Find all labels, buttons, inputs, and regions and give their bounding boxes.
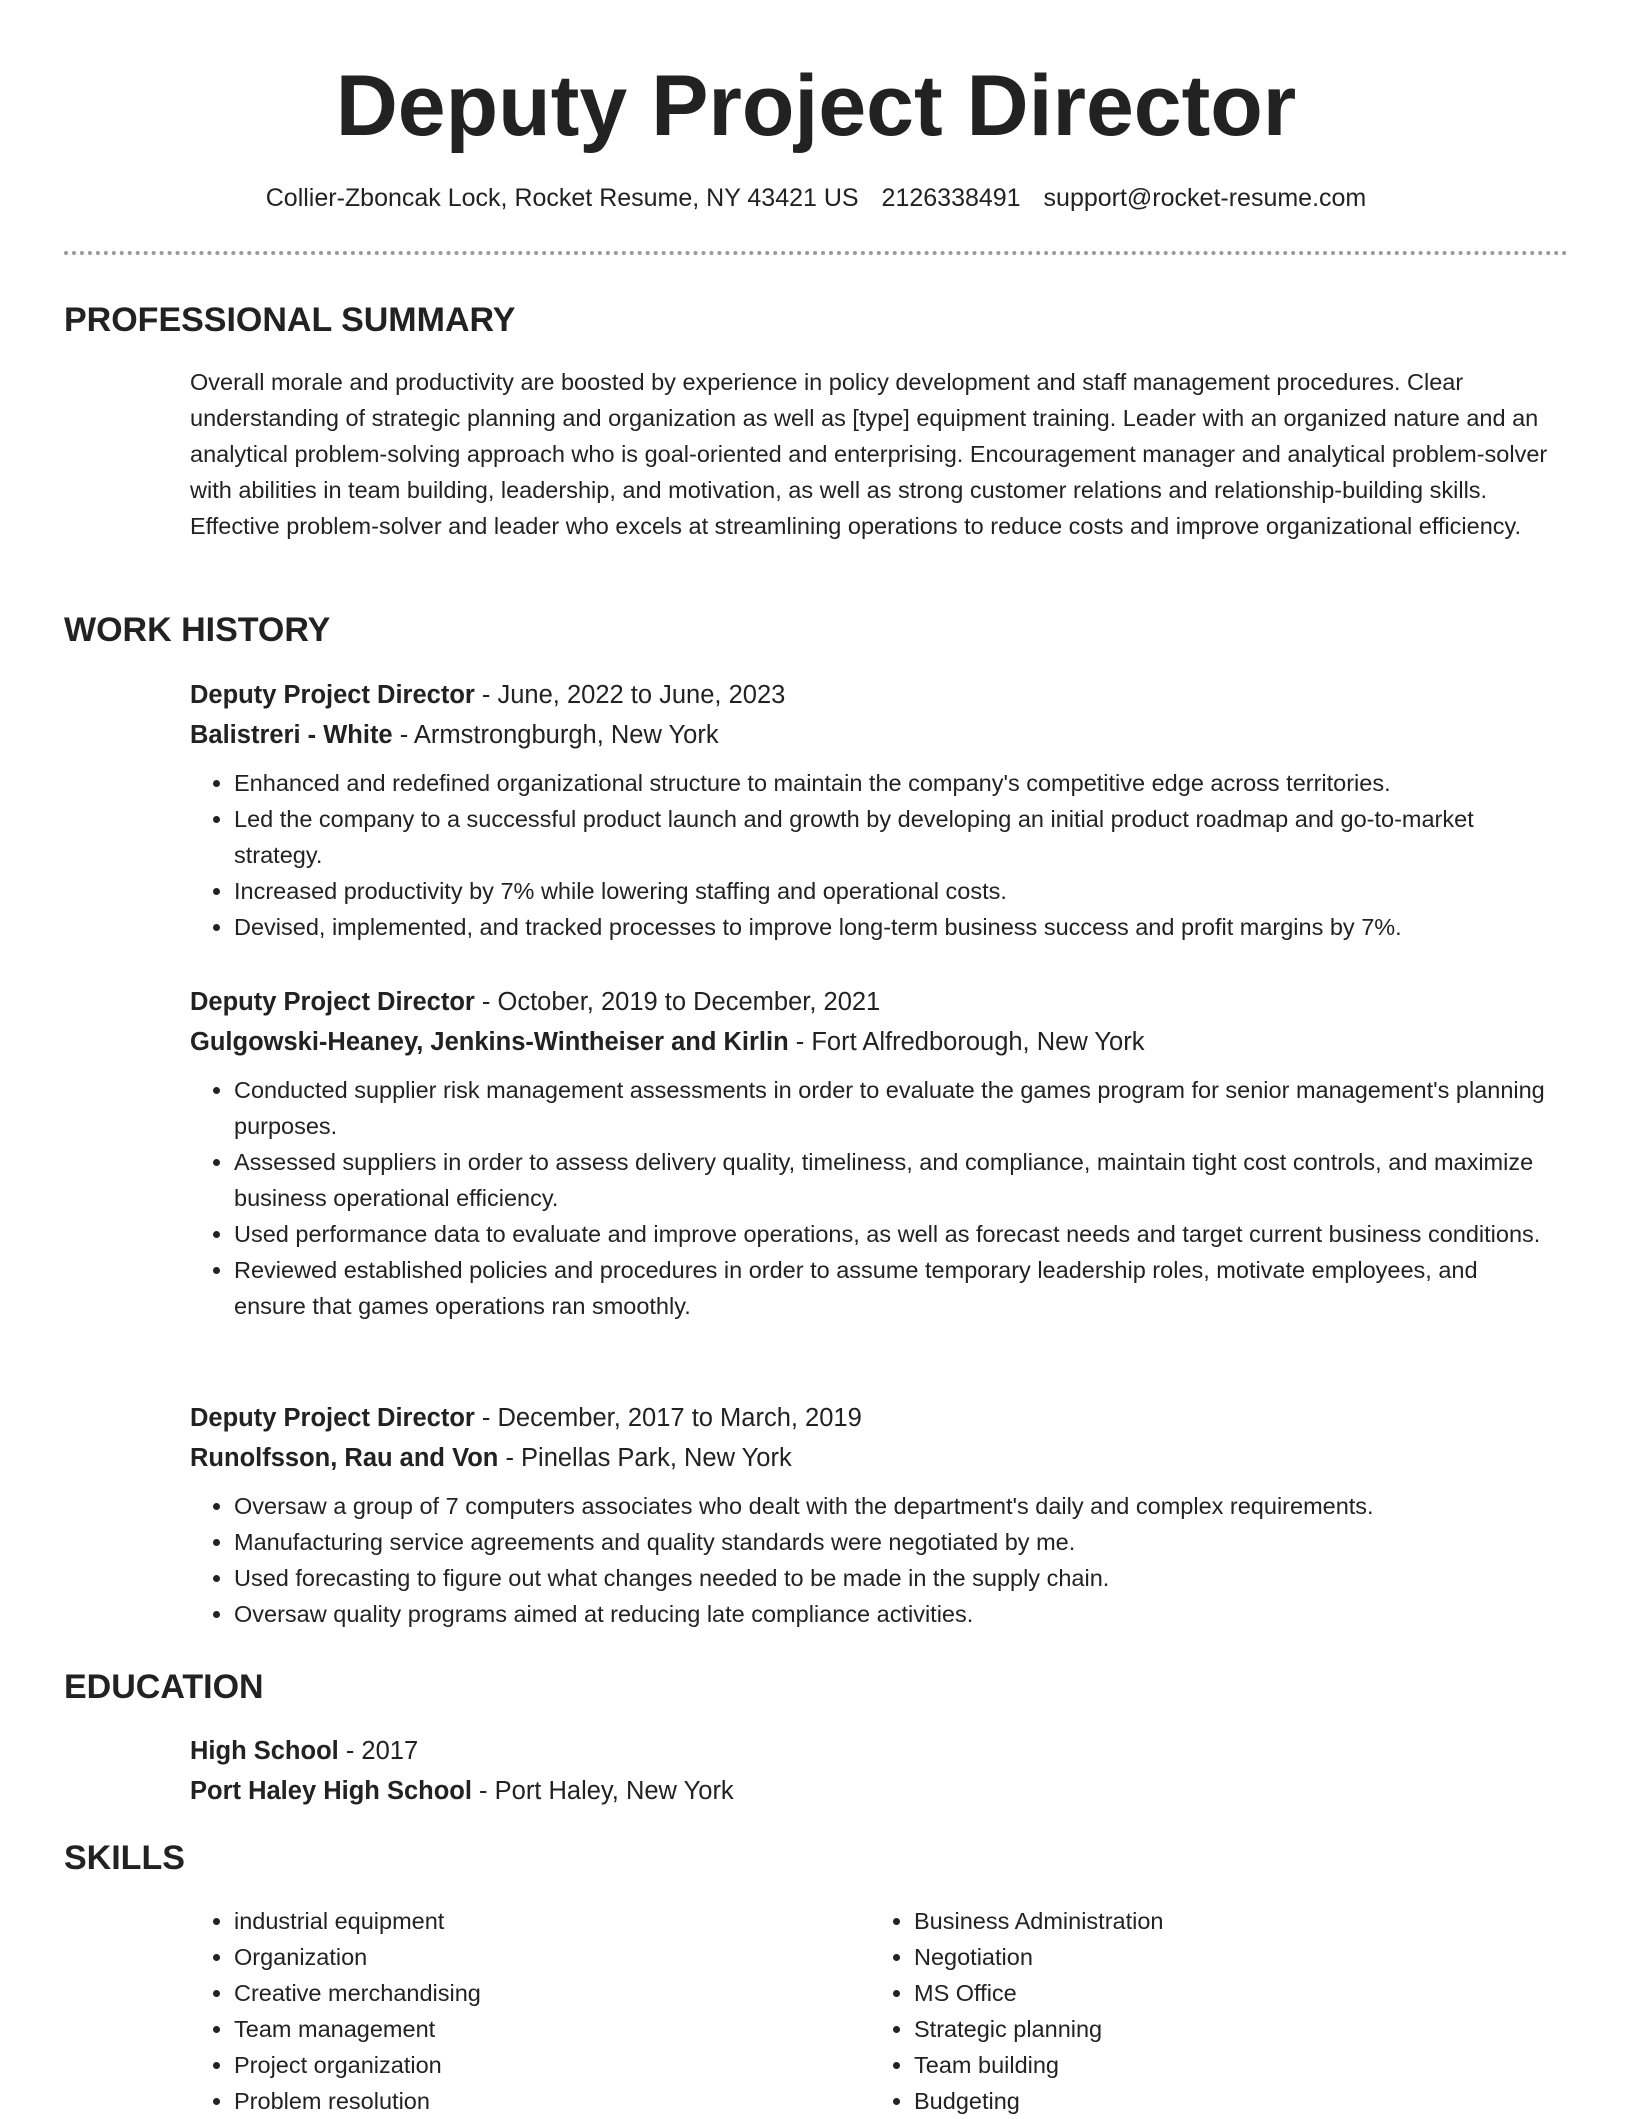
skill-item: • Project organization: [234, 2047, 481, 2083]
education-location: - Port Haley, New York: [471, 1777, 734, 1805]
summary-text: Overall morale and productivity are boosted by experience in policy development and staff management procedures. Clear understanding of strategic planning and organization as well as [type] equipment training. Leader with an organized nature and an analytical problem-solving approach who is goal-oriented and enterprising. Encouragement manager and analytical problem-solver with abilities in team building, leadership, and motivation, as well as strong customer relations and relationship-building skills. Effective problem-solver and leader who excels at streamlining operations to reduce costs and improve organizational efficiency.: [190, 369, 1548, 539]
job-company: Balistreri - White: [190, 721, 393, 749]
job-company: Runolfsson, Rau and Von: [190, 1444, 499, 1472]
skill-item: • Team building: [914, 2047, 1163, 2083]
summary-heading: PROFESSIONAL SUMMARY: [64, 301, 516, 339]
contact-phone: 2126338491: [881, 184, 1021, 212]
work-history-heading: WORK HISTORY: [64, 611, 331, 649]
skill-item: • industrial equipment: [234, 1903, 481, 1939]
job-bullet-list: [190, 1072, 1550, 1324]
skill-item: • Budgeting: [914, 2083, 1163, 2119]
job-bullet: • Used forecasting to figure out what changes needed to be made in the supply chain.: [234, 1560, 1550, 1596]
job-bullet-list: [190, 765, 1550, 945]
contact-email: support@rocket-resume.com: [1043, 184, 1367, 212]
job-role: Deputy Project Director: [190, 988, 475, 1016]
skill-item: • Negotiation: [914, 1939, 1163, 1975]
education-degree-line: [190, 1731, 1550, 1771]
job-entry: [190, 1398, 1550, 1632]
job-location: - Armstrongburgh, New York: [392, 721, 719, 749]
job-bullet: • Oversaw quality programs aimed at reducing late compliance activities.: [234, 1596, 1550, 1632]
job-bullet: • Increased productivity by 7% while lowering staffing and operational costs.: [234, 873, 1550, 909]
job-dates: - June, 2022 to June, 2023: [474, 681, 786, 709]
job-role-line: [190, 982, 1550, 1022]
contact-line: [0, 180, 1632, 216]
job-company-line: [190, 715, 1550, 755]
job-role: Deputy Project Director: [190, 681, 475, 709]
skill-item: • Creative merchandising: [234, 1975, 481, 2011]
job-bullet-list: [190, 1488, 1550, 1632]
job-company: Gulgowski-Heaney, Jenkins-Wintheiser and Kirlin: [190, 1028, 789, 1056]
skill-item: • Problem resolution: [234, 2083, 481, 2119]
education-entry: [190, 1731, 1550, 1811]
education-heading: EDUCATION: [64, 1668, 264, 1706]
header-divider: [64, 251, 1568, 255]
job-bullet: • Assessed suppliers in order to assess delivery quality, timeliness, and compliance, maintain tight cost controls, and maximize business operational efficiency.: [234, 1144, 1550, 1216]
job-entry: [190, 675, 1550, 945]
job-bullet: • Manufacturing service agreements and quality standards were negotiated by me.: [234, 1524, 1550, 1560]
skill-item: • Team management: [234, 2011, 481, 2047]
job-role-line: [190, 1398, 1550, 1438]
summary-section: [190, 364, 1550, 544]
skill-item: • Business Administration: [914, 1903, 1163, 1939]
skills-list-left: [190, 1903, 481, 2119]
candidate-title: Deputy Project Director: [335, 58, 1297, 154]
education-school-line: [190, 1771, 1550, 1811]
skills-heading: SKILLS: [64, 1839, 185, 1877]
job-location: - Fort Alfredborough, New York: [788, 1028, 1145, 1056]
job-role-line: [190, 675, 1550, 715]
job-location: - Pinellas Park, New York: [498, 1444, 792, 1472]
job-company-line: [190, 1438, 1550, 1478]
skills-section: [190, 1903, 1550, 2112]
job-bullet: • Reviewed established policies and procedures in order to assume temporary leadership roles, motivate employees, and ensure that games operations ran smoothly.: [234, 1252, 1550, 1324]
skill-item: • Strategic planning: [914, 2011, 1163, 2047]
job-bullet: • Enhanced and redefined organizational structure to maintain the company's competitive edge across territories.: [234, 765, 1550, 801]
skills-list-right: [870, 1903, 1163, 2119]
education-degree: High School: [190, 1737, 339, 1765]
job-company-line: [190, 1022, 1550, 1062]
job-role: Deputy Project Director: [190, 1404, 475, 1432]
job-entry: [190, 982, 1550, 1324]
education-year: - 2017: [338, 1737, 419, 1765]
job-dates: - October, 2019 to December, 2021: [474, 988, 881, 1016]
job-bullet: • Used performance data to evaluate and improve operations, as well as forecast needs and target current business conditions.: [234, 1216, 1550, 1252]
contact-address: Collier-Zboncak Lock, Rocket Resume, NY 43421 US: [265, 184, 859, 212]
job-bullet: • Oversaw a group of 7 computers associates who dealt with the department's daily and complex requirements.: [234, 1488, 1550, 1524]
job-dates: - December, 2017 to March, 2019: [474, 1404, 862, 1432]
job-bullet: • Led the company to a successful product launch and growth by developing an initial product roadmap and go-to-market strategy.: [234, 801, 1550, 873]
job-bullet: • Devised, implemented, and tracked processes to improve long-term business success and profit margins by 7%.: [234, 909, 1550, 945]
skill-item: • MS Office: [914, 1975, 1163, 2011]
job-bullet: • Conducted supplier risk management assessments in order to evaluate the games program for senior management's planning purposes.: [234, 1072, 1550, 1144]
education-school: Port Haley High School: [190, 1777, 472, 1805]
skill-item: • Organization: [234, 1939, 481, 1975]
